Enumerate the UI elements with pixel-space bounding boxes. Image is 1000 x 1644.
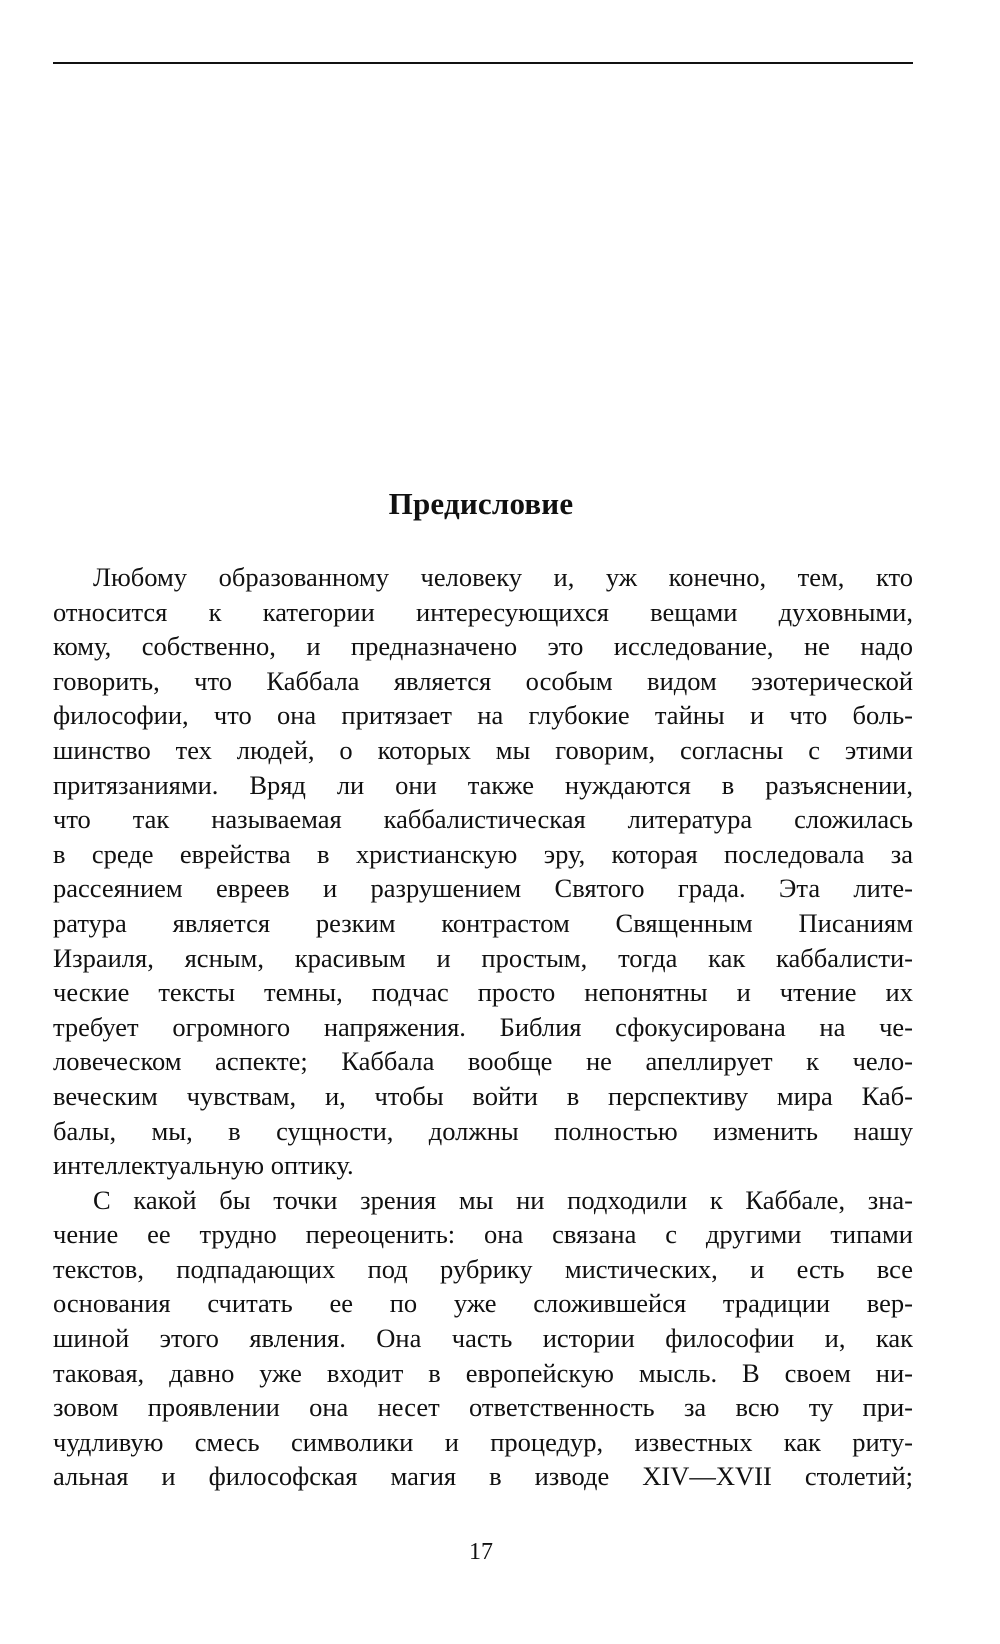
paragraph	[53, 560, 913, 1183]
text-line: шиной этого явления. Она часть истории философии и, как	[53, 1323, 913, 1354]
body-text	[53, 560, 913, 1494]
text-line: С какой бы точки зрения мы ни подходили к Каббале, зна-	[93, 1184, 913, 1215]
text-line: требует огромного напряжения. Библия сфокусирована на че-	[53, 1011, 913, 1042]
text-line: текстов, подпадающих под рубрику мистических, и есть все	[53, 1253, 913, 1284]
text-line: философии, что она притязает на глубокие тайны и что боль-	[53, 700, 913, 731]
text-line: ратура является резким контрастом Священным Писаниям	[53, 907, 913, 938]
text-line: чудливую смесь символики и процедур, известных как риту-	[53, 1426, 913, 1457]
text-line: ческие тексты темны, подчас просто непонятны и чтение их	[53, 977, 913, 1008]
text-line: в среде еврейства в христианскую эру, которая последовала за	[53, 838, 913, 869]
paragraph	[53, 1183, 913, 1494]
text-line: Любому образованному человеку и, уж конечно, тем, кто	[93, 562, 913, 592]
text-line: кому, собственно, и предназначено это исследование, не надо	[53, 631, 913, 662]
text-line: интеллектуальную оптику.	[53, 1150, 354, 1181]
text-line: рассеянием евреев и разрушением Святого града. Эта лите-	[53, 873, 913, 904]
text-line: чение ее трудно переоценить: она связана с другими типами	[53, 1219, 913, 1250]
text-line: Израиля, ясным, красивым и простым, тогда как каббалисти-	[53, 942, 913, 973]
text-line: говорить, что Каббала является особым видом эзотерической	[53, 665, 913, 696]
text-line: зовом проявлении она несет ответственность за всю ту при-	[53, 1392, 913, 1423]
top-rule	[53, 62, 913, 64]
text-line: ловеческом аспекте; Каббала вообще не апеллирует к чело-	[53, 1046, 913, 1077]
text-line: притязаниями. Вряд ли они также нуждаются в разъяснении,	[53, 769, 913, 800]
page-number: 17	[469, 1539, 493, 1565]
text-line: что так называемая каббалистическая литература сложилась	[53, 804, 913, 835]
text-line: таковая, давно уже входит в европейскую мысль. В своем ни-	[53, 1357, 913, 1388]
text-line: шинство тех людей, о которых мы говорим, согласны с этими	[53, 734, 913, 765]
text-line: альная и философская магия в изводе XIV—XVII столетий;	[53, 1461, 913, 1492]
text-line: относится к категории интересующихся вещами духовными,	[53, 596, 913, 627]
page-title: Предисловие	[388, 486, 574, 521]
text-line: основания считать ее по уже сложившейся традиции вер-	[53, 1288, 913, 1319]
text-line: балы, мы, в сущности, должны полностью изменить нашу	[53, 1115, 913, 1146]
text-line: веческим чувствам, и, чтобы войти в перспективу мира Каб-	[53, 1080, 913, 1111]
